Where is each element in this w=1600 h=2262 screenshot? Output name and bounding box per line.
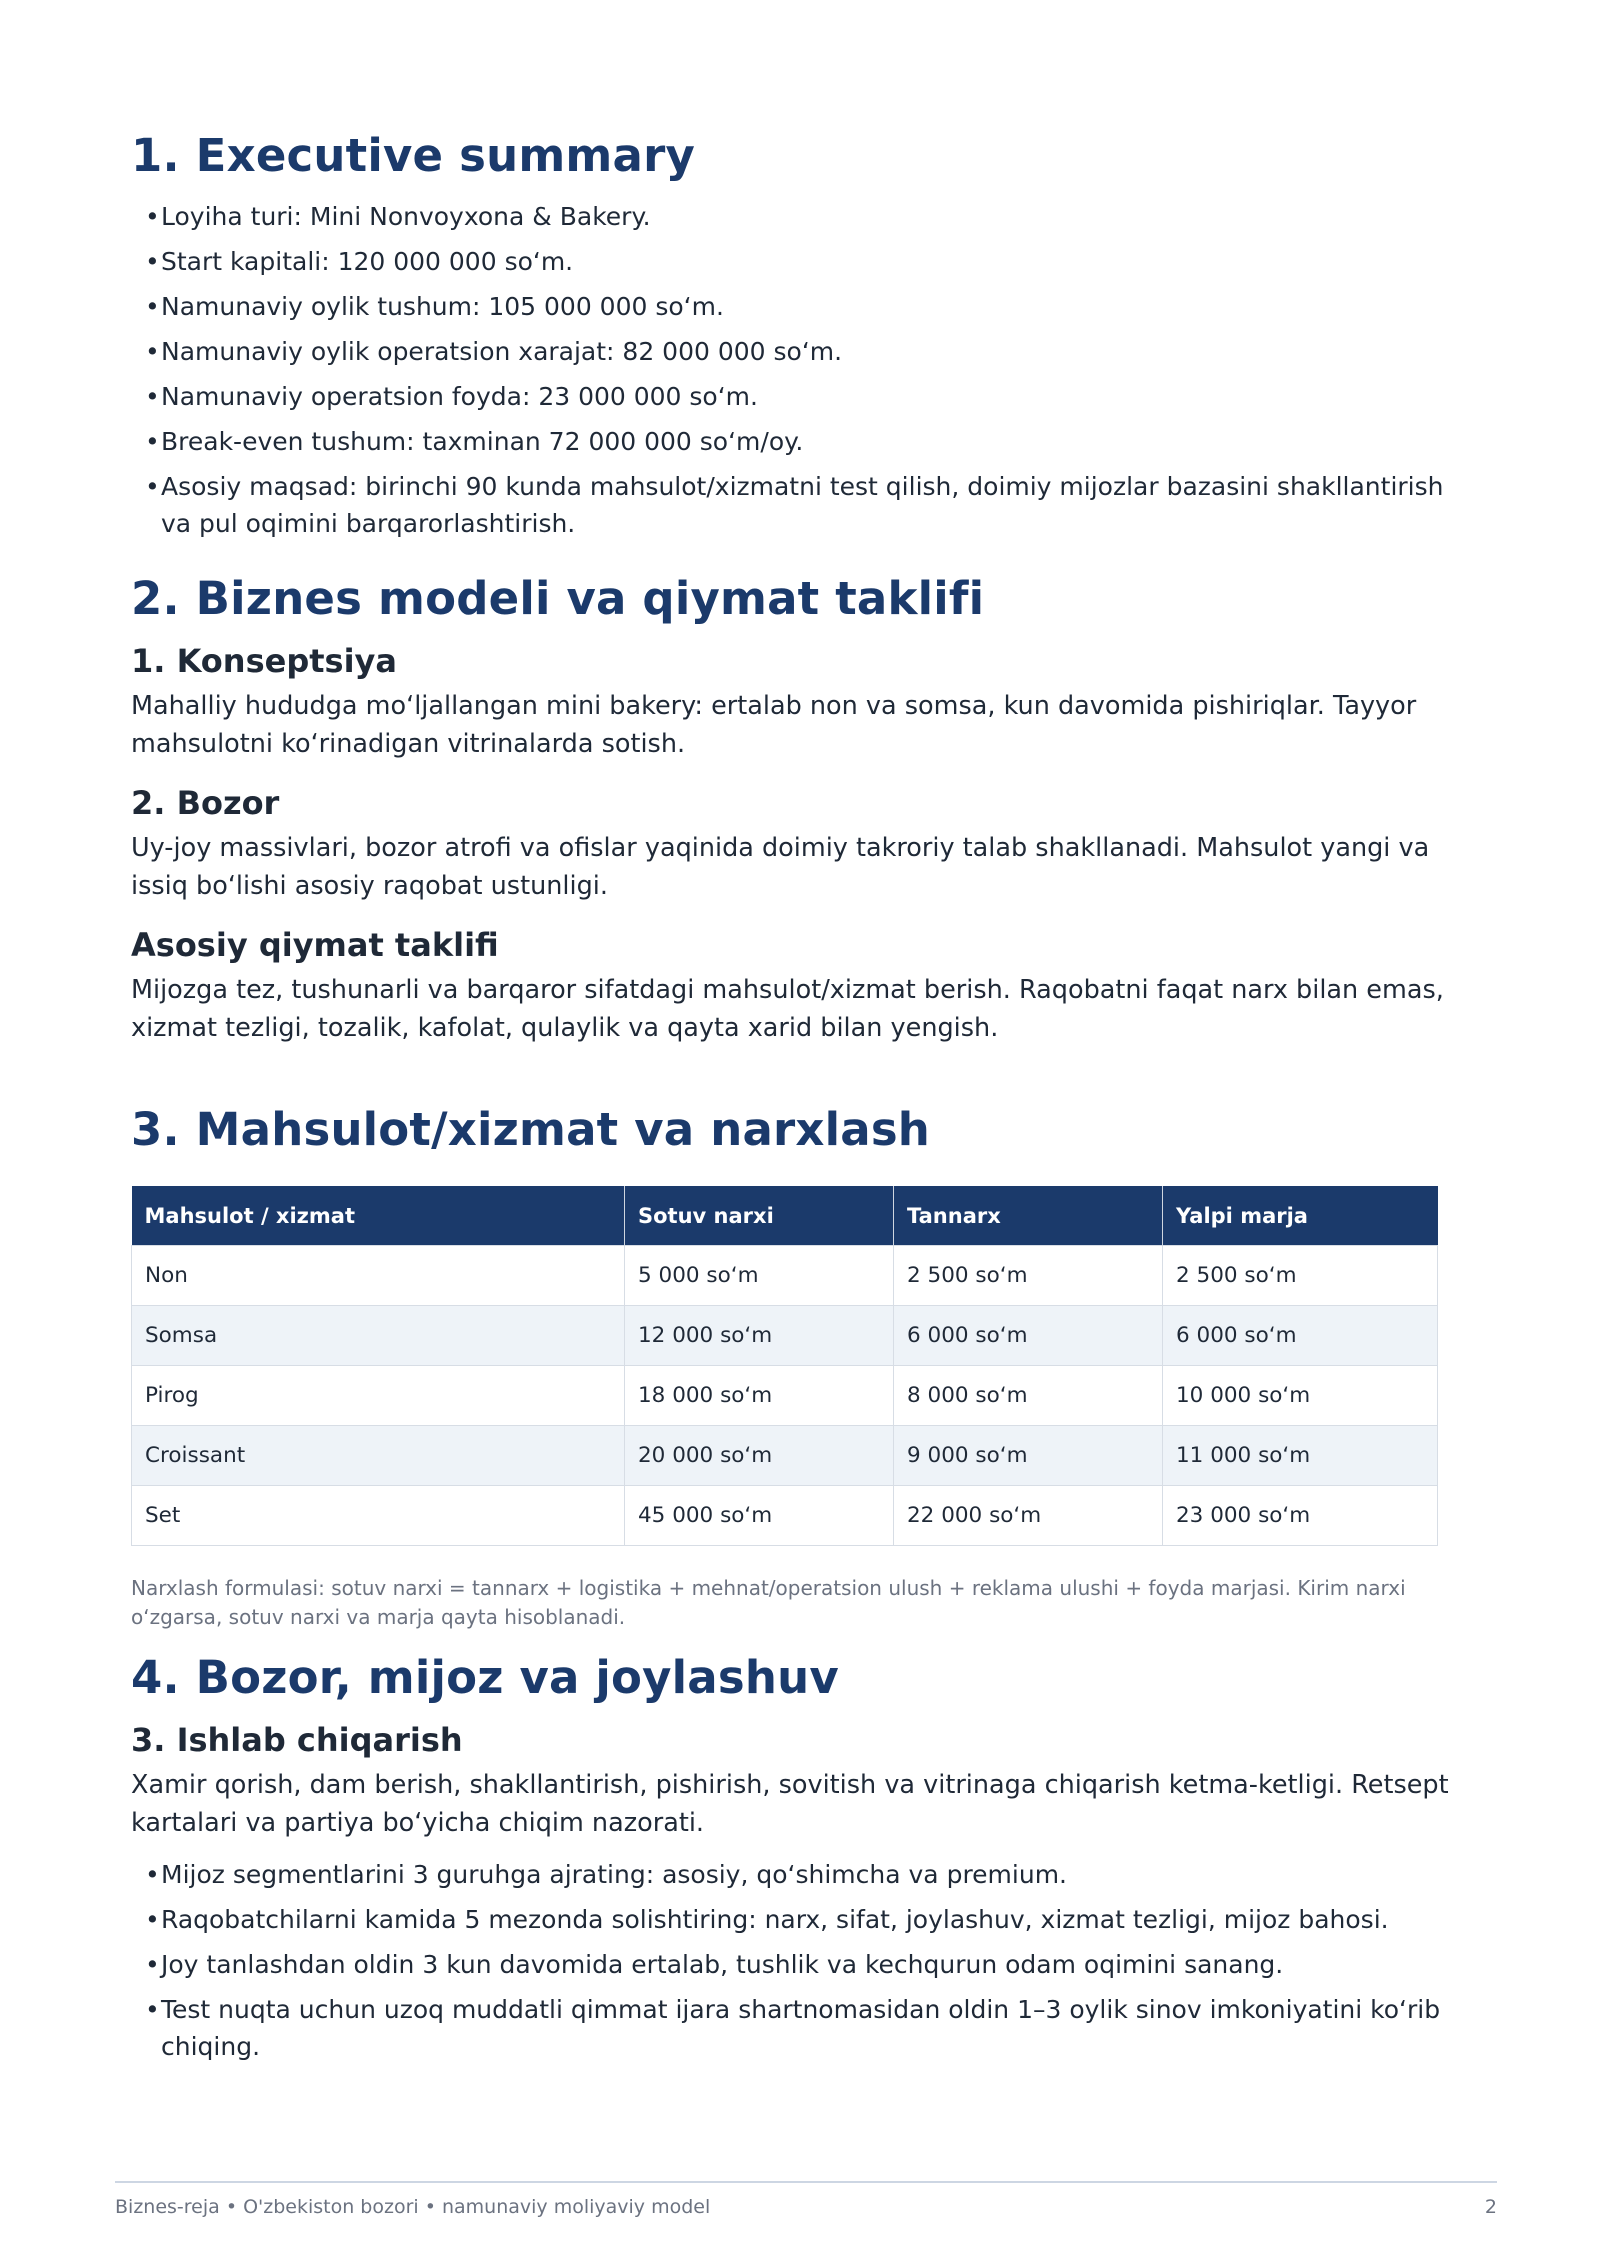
list-item: • Test nuqta uchun uzoq muddatli qimmat ijara shartnomasidan oldin 1–3 oylik sinov imkoniyatini ko‘rib chiqing. xyxy=(131,1991,1471,2065)
table-header-row xyxy=(132,1186,1438,1246)
bullet-icon: • xyxy=(145,202,160,231)
table-cell: Pirog xyxy=(132,1366,625,1426)
bullet-icon: • xyxy=(145,1905,160,1934)
column-header: Mahsulot / xizmat xyxy=(132,1186,625,1246)
table-row xyxy=(132,1486,1438,1546)
bullet-icon: • xyxy=(145,1860,160,1889)
subsection-title: 2. Bozor xyxy=(131,784,280,822)
table-cell: 8 000 so‘m xyxy=(894,1366,1163,1426)
list-item: • Mijoz segmentlarini 3 guruhga ajrating: asosiy, qo‘shimcha va premium. xyxy=(131,1856,1471,1893)
table-cell: 20 000 so‘m xyxy=(625,1426,894,1486)
footer-divider xyxy=(115,2181,1497,2183)
list-item: • Namunaviy oylik tushum: 105 000 000 so‘m. xyxy=(131,288,1471,325)
table-row xyxy=(132,1306,1438,1366)
section-title: 4. Bozor, mijoz va joylashuv xyxy=(131,1651,839,1704)
pricing-table xyxy=(131,1186,1438,1546)
page-number: 2 xyxy=(1484,2196,1497,2218)
table-cell: 5 000 so‘m xyxy=(625,1246,894,1306)
footer-text: Biznes-reja • O'zbekiston bozori • namunaviy moliyaviy model xyxy=(115,2196,711,2218)
paragraph: Xamir qorish, dam berish, shakllantirish, pishirish, sovitish va vitrinaga chiqarish ketma-ketligi. Retsept kartalari va partiya bo‘yicha chiqim nazorati. xyxy=(131,1770,1449,1838)
section-title: 3. Mahsulot/xizmat va narxlash xyxy=(131,1103,931,1156)
table-cell: 45 000 so‘m xyxy=(625,1486,894,1546)
market-bullet-list xyxy=(131,1856,1471,2065)
table-cell: 23 000 so‘m xyxy=(1163,1486,1438,1546)
list-item: • Start kapitali: 120 000 000 so‘m. xyxy=(131,243,1471,280)
bullet-icon: • xyxy=(145,382,160,411)
table-cell: Croissant xyxy=(132,1426,625,1486)
bullet-icon: • xyxy=(145,337,160,366)
bullet-icon: • xyxy=(145,1950,160,1979)
section-products-pricing xyxy=(131,1102,1471,1632)
column-header: Sotuv narxi xyxy=(625,1186,894,1246)
table-cell: 2 500 so‘m xyxy=(1163,1246,1438,1306)
list-item: • Loyiha turi: Mini Nonvoyxona & Bakery. xyxy=(131,198,1471,235)
table-cell: 6 000 so‘m xyxy=(1163,1306,1438,1366)
list-item: • Asosiy maqsad: birinchi 90 kunda mahsulot/xizmatni test qilish, doimiy mijozlar bazasini shakllantirish va pul oqimini barqarorlashtirish. xyxy=(131,468,1471,542)
bullet-icon: • xyxy=(145,427,160,456)
list-item: • Namunaviy oylik operatsion xarajat: 82 000 000 so‘m. xyxy=(131,333,1471,370)
table-cell: 12 000 so‘m xyxy=(625,1306,894,1366)
table-cell: Non xyxy=(132,1246,625,1306)
column-header: Yalpi marja xyxy=(1163,1186,1438,1246)
section-business-model xyxy=(131,571,1471,1047)
table-row xyxy=(132,1246,1438,1306)
paragraph: Mahalliy hududga mo‘ljallangan mini bakery: ertalab non va somsa, kun davomida pishiriqlar. Tayyor mahsulotni ko‘rinadigan vitrinalarda sotish. xyxy=(131,691,1417,759)
table-cell: 6 000 so‘m xyxy=(894,1306,1163,1366)
column-header: Tannarx xyxy=(894,1186,1163,1246)
list-item: • Joy tanlashdan oldin 3 kun davomida ertalab, tushlik va kechqurun odam oqimini sanang. xyxy=(131,1946,1471,1983)
paragraph: Mijozga tez, tushunarli va barqaror sifatdagi mahsulot/xizmat berish. Raqobatni faqat narx bilan emas, xizmat tezligi, tozalik, kafolat, qulaylik va qayta xarid bilan yengish. xyxy=(131,975,1444,1043)
list-item: • Break-even tushum: taxminan 72 000 000 so‘m/oy. xyxy=(131,423,1471,460)
table-cell: 18 000 so‘m xyxy=(625,1366,894,1426)
list-item: • Namunaviy operatsion foyda: 23 000 000 so‘m. xyxy=(131,378,1471,415)
bullet-icon: • xyxy=(145,472,160,501)
bullet-icon: • xyxy=(145,292,160,321)
table-cell: Somsa xyxy=(132,1306,625,1366)
table-cell: 2 500 so‘m xyxy=(894,1246,1163,1306)
bullet-icon: • xyxy=(145,1995,160,2024)
list-item: • Raqobatchilarni kamida 5 mezonda solishtiring: narx, sifat, joylashuv, xizmat tezligi, mijoz bahosi. xyxy=(131,1901,1471,1938)
section-market-location xyxy=(131,1650,1471,2073)
subsection-title: Asosiy qiymat taklifi xyxy=(131,926,499,964)
table-cell: 11 000 so‘m xyxy=(1163,1426,1438,1486)
table-row xyxy=(132,1366,1438,1426)
section-title: 1. Executive summary xyxy=(131,129,696,182)
table-cell: Set xyxy=(132,1486,625,1546)
subsection-title: 3. Ishlab chiqarish xyxy=(131,1721,463,1759)
table-cell: 10 000 so‘m xyxy=(1163,1366,1438,1426)
table-cell: 22 000 so‘m xyxy=(894,1486,1163,1546)
section-executive-summary xyxy=(131,128,1471,550)
table-row xyxy=(132,1426,1438,1486)
section-title: 2. Biznes modeli va qiymat taklifi xyxy=(131,572,985,625)
paragraph: Uy-joy massivlari, bozor atrofi va ofislar yaqinida doimiy takroriy talab shakllanadi. Mahsulot yangi va issiq bo‘lishi asosiy raqobat ustunligi. xyxy=(131,833,1430,901)
table-cell: 9 000 so‘m xyxy=(894,1426,1163,1486)
bullet-icon: • xyxy=(145,247,160,276)
summary-bullet-list xyxy=(131,198,1471,542)
pricing-note: Narxlash formulasi: sotuv narxi = tannarx + logistika + mehnat/operatsion ulush + reklama ulushi + foyda marjasi. Kirim narxi o‘zgarsa, sotuv narxi va marja qayta hisoblanadi. xyxy=(131,1576,1406,1629)
subsection-title: 1. Konseptsiya xyxy=(131,642,397,680)
